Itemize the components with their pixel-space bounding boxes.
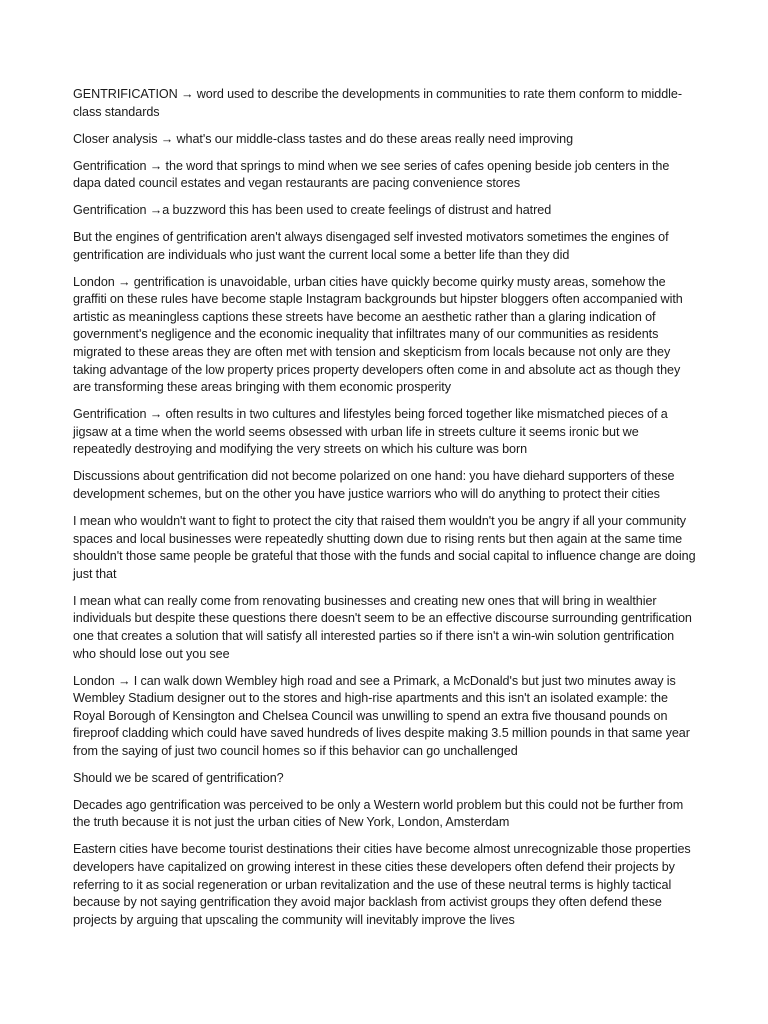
paragraph-14: Eastern cities have become tourist destinations their cities have become almost unrecognizable those properties developers have capitalized on growing interest in these cities these developers often defend their projects by referring to it as social regeneration or urban revitalization and the use of these neutral terms is highly tactical because by not saying gentrification they avoid major backlash from activist groups they often defend these projects by arguing that upscaling the community will inevitably improve the lives <box>73 842 691 927</box>
paragraph-6: London → gentrification is unavoidable, urban cities have quickly become quirky musty areas, somehow the graffiti on these rules have become staple Instagram backgrounds but hipster bloggers often accompanied with artistic as meaningless captions these streets have become an aesthetic rather than a glaring indication of government's negligence and the economic inequality that infiltrates many of our communities as residents migrated to these areas they are often met with tension and skepticism from locals because not only are they taking advantage of the low property prices property developers often come in and absolute act as though they are transforming these areas bringing with them economic prosperity <box>73 274 683 395</box>
paragraph-10: I mean what can really come from renovating businesses and creating new ones that will bring in wealthier individuals but despite these questions there doesn't seem to be an effective discourse surrounding gentrification one that creates a solution that will satisfy all interested parties so if there isn't a win-win solution gentrification who should lose out you see <box>73 593 692 661</box>
paragraph-2: Closer analysis → what's our middle-class tastes and do these areas really need improving <box>73 131 574 146</box>
paragraph-11: London → I can walk down Wembley high road and see a Primark, a McDonald's but just two minutes away is Wembley Stadium designer out to the stores and high-rise apartments and this isn't an isolated example: the Royal Borough of Kensington and Chelsea Council was unwilling to spend an extra five thousand pounds on fireproof cladding which could have saved hundreds of lives despite making 3.5 million pounds in that same year from the saying of just two council homes so if this behavior can go unchallenged <box>73 673 690 758</box>
document-body <box>73 86 699 939</box>
paragraph-7: Gentrification → often results in two cultures and lifestyles being forced together like mismatched pieces of a jigsaw at a time when the world seems obsessed with urban life in streets culture it seems ironic but we repeatedly destroying and modifying the very streets on which his culture was born <box>73 407 668 457</box>
paragraph-12: Should we be scared of gentrification? <box>73 770 284 785</box>
paragraph-4: Gentrification →a buzzword this has been used to create feelings of distrust and hatred <box>73 203 552 218</box>
paragraph-13: Decades ago gentrification was perceived to be only a Western world problem but this could not be further from the truth because it is not just the urban cities of New York, London, Amsterdam <box>73 797 684 830</box>
paragraph-5: But the engines of gentrification aren't always disengaged self invested motivators sometimes the engines of gentrification are individuals who just want the current local some a better life than they did <box>73 230 669 262</box>
paragraph-8: Discussions about gentrification did not become polarized on one hand: you have diehard supporters of these development schemes, but on the other you have justice warriors who will do anything to protect their cities <box>73 469 675 502</box>
paragraph-1: GENTRIFICATION → word used to describe the developments in communities to rate them conform to middle-class standards <box>73 87 682 119</box>
paragraph-9: I mean who wouldn't want to fight to protect the city that raised them wouldn't you be angry if all your community spaces and local businesses were repeatedly shutting down due to rising rents but then again at the same time shouldn't those same people be grateful that those with the funds and social capital to influence change are doing just that <box>73 514 696 581</box>
paragraph-3: Gentrification → the word that springs to mind when we see series of cafes opening beside job centers in the dapa dated council estates and vegan restaurants are pacing convenience stores <box>73 158 670 191</box>
